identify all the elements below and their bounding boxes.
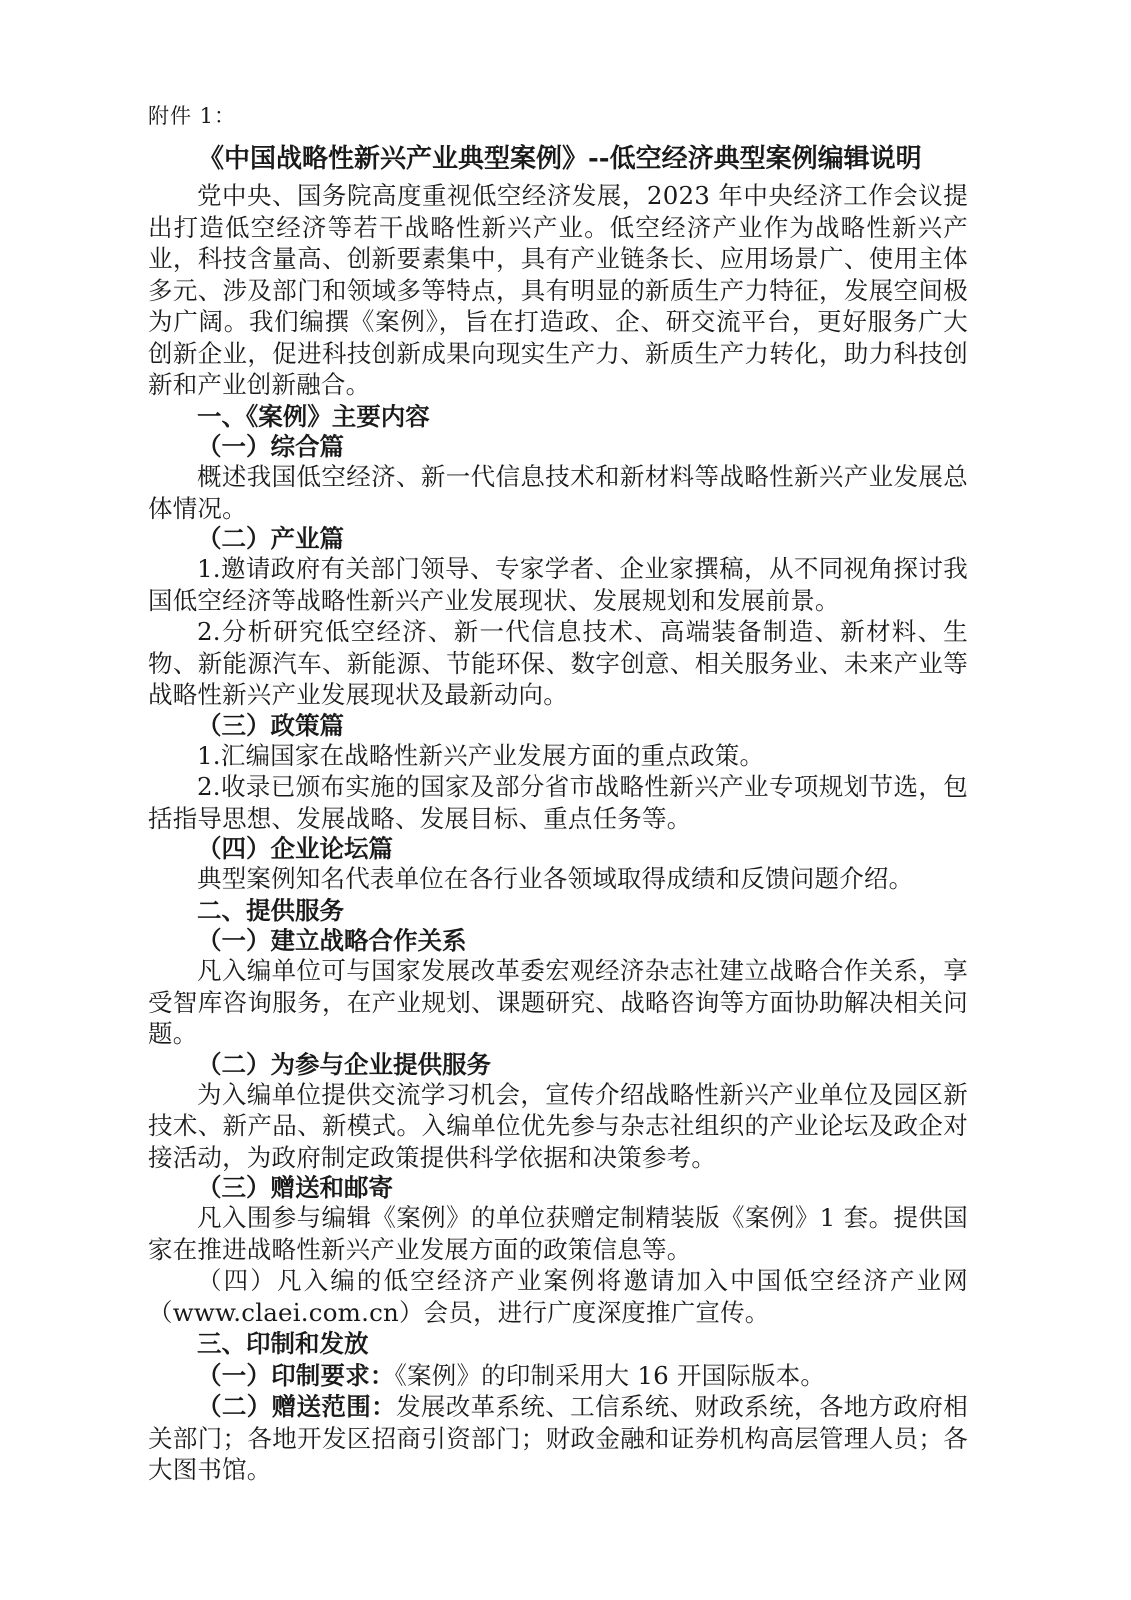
section-1-sub-2-item-2: 2.分析研究低空经济、新一代信息技术、高端装备制造、新材料、生物、新能源汽车、新能源、节能环保、数字创意、相关服务业、未来产业等战略性新兴产业发展现状及最新动向。 (148, 617, 968, 709)
section-1-sub-3-heading: （三）政策篇 (197, 710, 344, 740)
section-3-item-2-label: （二）赠送范围： (197, 1392, 397, 1421)
section-1-sub-3-item-1: 1.汇编国家在战略性新兴产业发展方面的重点政策。 (197, 740, 765, 770)
section-3-item-2 (148, 1391, 968, 1486)
section-1-sub-1-heading: （一）综合篇 (197, 432, 344, 461)
document-title: 《中国战略性新兴产业典型案例》--低空经济典型案例编辑说明 (198, 144, 922, 174)
section-1-sub-1-text: 概述我国低空经济、新一代信息技术和新材料等战略性新兴产业发展总体情况。 (148, 462, 968, 523)
section-2-sub-2-heading: （二）为参与企业提供服务 (197, 1049, 491, 1079)
section-1-sub-4-heading: （四）企业论坛篇 (197, 834, 393, 863)
section-3-item-1 (148, 1360, 968, 1392)
section-1-sub-4-text: 典型案例知名代表单位在各行业各领域取得成绩和反馈问题介绍。 (197, 864, 914, 893)
section-2-sub-4-text: （四）凡入编的低空经济产业案例将邀请加入中国低空经济产业网（www.claei.com.cn）会员，进行广度深度推广宣传。 (148, 1266, 968, 1327)
section-1-sub-3-item-2: 2.收录已颁布实施的国家及部分省市战略性新兴产业专项规划节选，包括指导思想、发展战略、发展目标、重点任务等。 (148, 772, 968, 833)
section-1-heading: 一、《案例》主要内容 (197, 401, 430, 431)
intro-paragraph: 党中央、国务院高度重视低空经济发展，2023 年中央经济工作会议提出打造低空经济等若干战略性新兴产业。低空经济产业作为战略性新兴产业，科技含量高、创新要素集中，具有产业链条长、应用场景广、使用主体多元、涉及部门和领域多等特点，具有明显的新质生产力特征，发展空间极为广阔。我们编撰《案例》，旨在打造政、企、研交流平台，更好服务广大创新企业，促进科技创新成果向现实生产力、新质生产力转化，助力科技创新和产业创新融合。 (148, 181, 968, 399)
section-2-sub-2-text: 为入编单位提供交流学习机会，宣传介绍战略性新兴产业单位及园区新技术、新产品、新模式。入编单位优先参与杂志社组织的产业论坛及政企对接活动，为政府制定政策提供科学依据和决策参考。 (148, 1079, 968, 1172)
section-3-heading: 三、印制和发放 (197, 1329, 369, 1358)
section-2-sub-3-heading: （三）赠送和邮寄 (197, 1173, 393, 1202)
section-2-sub-1-heading: （一）建立战略合作关系 (197, 926, 467, 955)
section-1-sub-2-item-1: 1.邀请政府有关部门领导、专家学者、企业家撰稿，从不同视角探讨我国低空经济等战略性新兴产业发展现状、发展规划和发展前景。 (148, 554, 968, 615)
section-2-sub-1-text: 凡入编单位可与国家发展改革委宏观经济杂志社建立战略合作关系，享受智库咨询服务，在产业规划、课题研究、战略咨询等方面协助解决相关问题。 (148, 956, 968, 1048)
attachment-label: 附件 1： (148, 104, 237, 128)
section-2-heading: 二、提供服务 (197, 895, 344, 925)
section-3-item-1-label: （一）印制要求： (197, 1360, 395, 1390)
document-body (148, 180, 968, 1486)
section-1-sub-2-heading: （二）产业篇 (197, 524, 344, 553)
section-3-item-1-text: 《案例》的印制采用大 16 开国际版本。 (394, 1360, 826, 1390)
section-3-item-2-text: 发展改革系统、工信系统、财政系统，各地方政府相关部门；各地开发区招商引资部门；财政金融和证券机构高层管理人员；各大图书馆。 (148, 1392, 968, 1484)
section-2-sub-3-text: 凡入围参与编辑《案例》的单位获赠定制精装版《案例》1 套。提供国家在推进战略性新兴产业发展方面的政策信息等。 (148, 1203, 968, 1264)
